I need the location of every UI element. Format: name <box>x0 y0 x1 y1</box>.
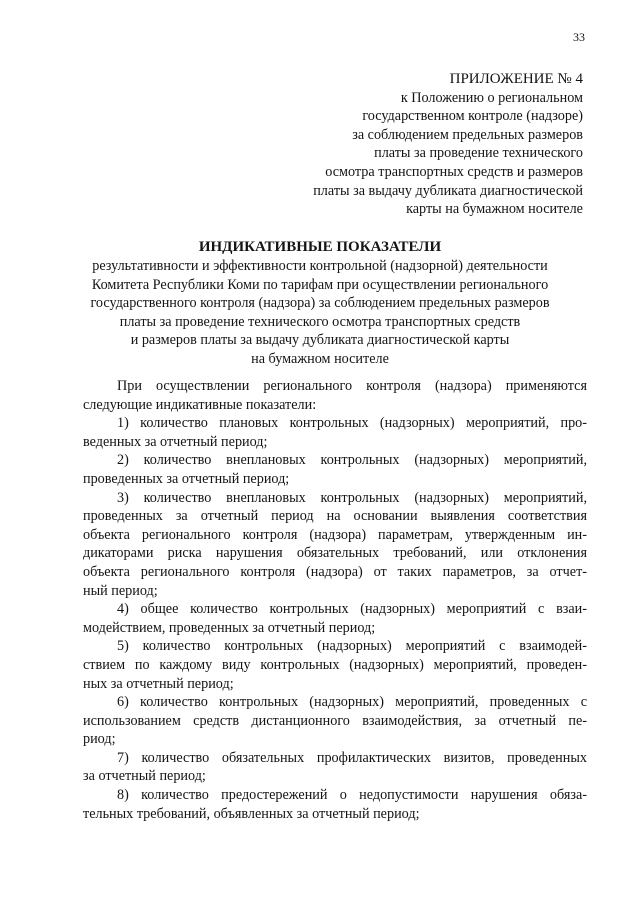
paragraph-line: 8) количество предостережений о недопустимости нарушения обяза- <box>117 787 587 804</box>
paragraph-line: использованием средств дистанционного взаимодействия, за отчетный пе- <box>83 712 587 729</box>
paragraph-line: риод; <box>83 731 116 748</box>
paragraph-line: ствием по каждому виду контрольных (надзорных) мероприятий, проведен- <box>83 656 587 673</box>
appendix-line: платы за проведение технического <box>374 145 583 162</box>
indicator-item-8 <box>83 786 587 823</box>
appendix-line: платы за выдачу дубликата диагностической <box>313 182 583 199</box>
indicator-item-6 <box>83 693 587 749</box>
document-heading <box>0 237 640 369</box>
appendix-line: карты на бумажном носителе <box>406 201 583 218</box>
appendix-line: к Положению о региональном <box>400 89 583 106</box>
indicator-item-3 <box>83 489 587 601</box>
page-number: 33 <box>573 30 585 44</box>
appendix-title: ПРИЛОЖЕНИЕ № 4 <box>449 71 583 87</box>
paragraph-line: ных за отчетный период; <box>83 675 234 692</box>
heading-subtitle-line: Комитета Республики Коми по тарифам при осуществлении регионального <box>91 276 549 293</box>
paragraph-line: 2) количество внеплановых контрольных (надзорных) мероприятий, <box>117 452 587 469</box>
paragraph-line: 4) общее количество контрольных (надзорных) мероприятий с взаи- <box>117 601 587 618</box>
indicator-item-7 <box>83 749 587 786</box>
body-text <box>83 377 587 823</box>
paragraph-line: проведенных за отчетный период на основании выявления соответствия <box>83 508 587 525</box>
paragraph-line: ный период; <box>83 582 158 599</box>
paragraph-line: 1) количество плановых контрольных (надзорных) мероприятий, про- <box>117 415 587 432</box>
paragraph-line: объекта регионального контроля (надзора) от таких параметров, за отчет- <box>83 563 587 580</box>
paragraph-line: 6) количество контрольных (надзорных) мероприятий, проведенных с <box>117 694 587 711</box>
paragraph-line: дикаторами риска нарушения обязательных требований, или отклонения <box>83 545 587 562</box>
paragraph-line: веденных за отчетный период; <box>83 433 268 450</box>
heading-subtitle-line: на бумажном носителе <box>251 350 389 367</box>
indicator-item-5 <box>83 637 587 693</box>
indicator-item-4 <box>83 600 587 637</box>
paragraph-line: 5) количество контрольных (надзорных) мероприятий с взаимодей- <box>117 638 587 655</box>
appendix-block <box>223 70 583 219</box>
paragraph-line: следующие индикативные показатели: <box>83 396 317 413</box>
heading-subtitle-line: результативности и эффективности контрольной (надзорной) деятельности <box>92 258 548 274</box>
paragraph-line: 3) количество внеплановых контрольных (надзорных) мероприятий, <box>117 489 587 506</box>
appendix-line: осмотра транспортных средств и размеров <box>325 163 583 180</box>
heading-subtitle-line: государственного контроля (надзора) за соблюдением предельных размеров <box>90 295 550 312</box>
paragraph-line: объекта регионального контроля (надзора) параметрам, утвержденным ин- <box>83 526 587 543</box>
paragraph-line: за отчетный период; <box>83 768 206 785</box>
paragraph-line: тельных требований, объявленных за отчетный период; <box>83 805 420 822</box>
appendix-line: государственном контроле (надзоре) <box>362 108 583 125</box>
intro-paragraph <box>83 377 587 414</box>
paragraph-line: проведенных за отчетный период; <box>83 470 290 487</box>
heading-subtitle-line: и размеров платы за выдачу дубликата диагностической карты <box>130 332 510 349</box>
paragraph-line: 7) количество обязательных профилактических визитов, проведенных <box>117 749 587 766</box>
paragraph-line: При осуществлении регионального контроля (надзора) применяются <box>117 378 587 394</box>
indicator-item-2 <box>83 451 587 488</box>
appendix-line: за соблюдением предельных размеров <box>352 126 583 143</box>
paragraph-line: модействием, проведенных за отчетный период; <box>83 619 376 636</box>
indicator-item-1 <box>83 414 587 451</box>
heading-subtitle-line: платы за проведение технического осмотра транспортных средств <box>119 313 521 330</box>
heading-title: ИНДИКАТИВНЫЕ ПОКАЗАТЕЛИ <box>198 239 442 255</box>
